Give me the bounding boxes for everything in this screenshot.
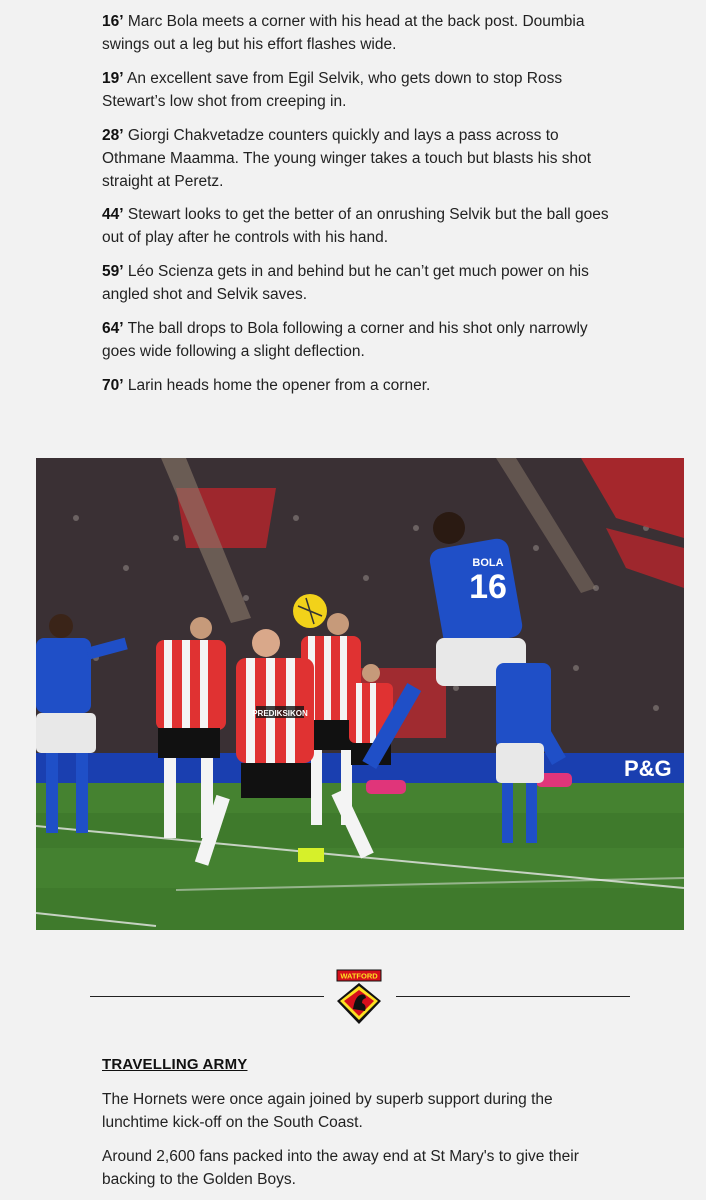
match-event: 16’ Marc Bola meets a corner with his head at the back post. Doumbia swings out a leg but his effort flashes wide. — [102, 13, 585, 53]
match-event: 64’ The ball drops to Bola following a corner and his shot only narrowly goes wide following a slight deflection. — [102, 320, 588, 360]
match-event: 28’ Giorgi Chakvetadze counters quickly and lays a pass across to Othmane Maamma. The young winger takes a touch but blasts his shot straight at Peretz. — [102, 127, 592, 190]
shirt-name: BOLA — [472, 557, 504, 569]
section-paragraph: The Hornets were once again joined by superb support during the lunchtime kick-off on the South Coast. — [102, 1091, 553, 1131]
divider-left — [90, 996, 324, 997]
crest-label: WATFORD — [340, 971, 378, 981]
match-event: 44’ Stewart looks to get the better of an onrushing Selvik but the ball goes out of play after he controls with his hand. — [102, 206, 609, 246]
sponsor-text: PREDIKSIKON — [252, 709, 308, 718]
section-title: TRAVELLING ARMY — [102, 1056, 248, 1073]
match-event: 59’ Léo Scienza gets in and behind but he can’t get much power on his angled shot and Selvik saves. — [102, 263, 589, 303]
match-photo[interactable] — [36, 458, 684, 930]
ad-board-text: P&G — [624, 756, 672, 781]
match-photo-illustration — [36, 458, 684, 930]
watford-crest-icon — [335, 969, 383, 1025]
match-event: 19’ An excellent save from Egil Selvik, who gets down to stop Ross Stewart’s low shot from creeping in. — [102, 70, 563, 110]
shirt-number: 16 — [469, 568, 507, 606]
section-paragraph: Around 2,600 fans packed into the away end at St Mary's to give their backing to the Golden Boys. — [102, 1148, 579, 1188]
match-event: 70’ Larin heads home the opener from a corner. — [102, 377, 431, 394]
divider-right — [396, 996, 630, 997]
